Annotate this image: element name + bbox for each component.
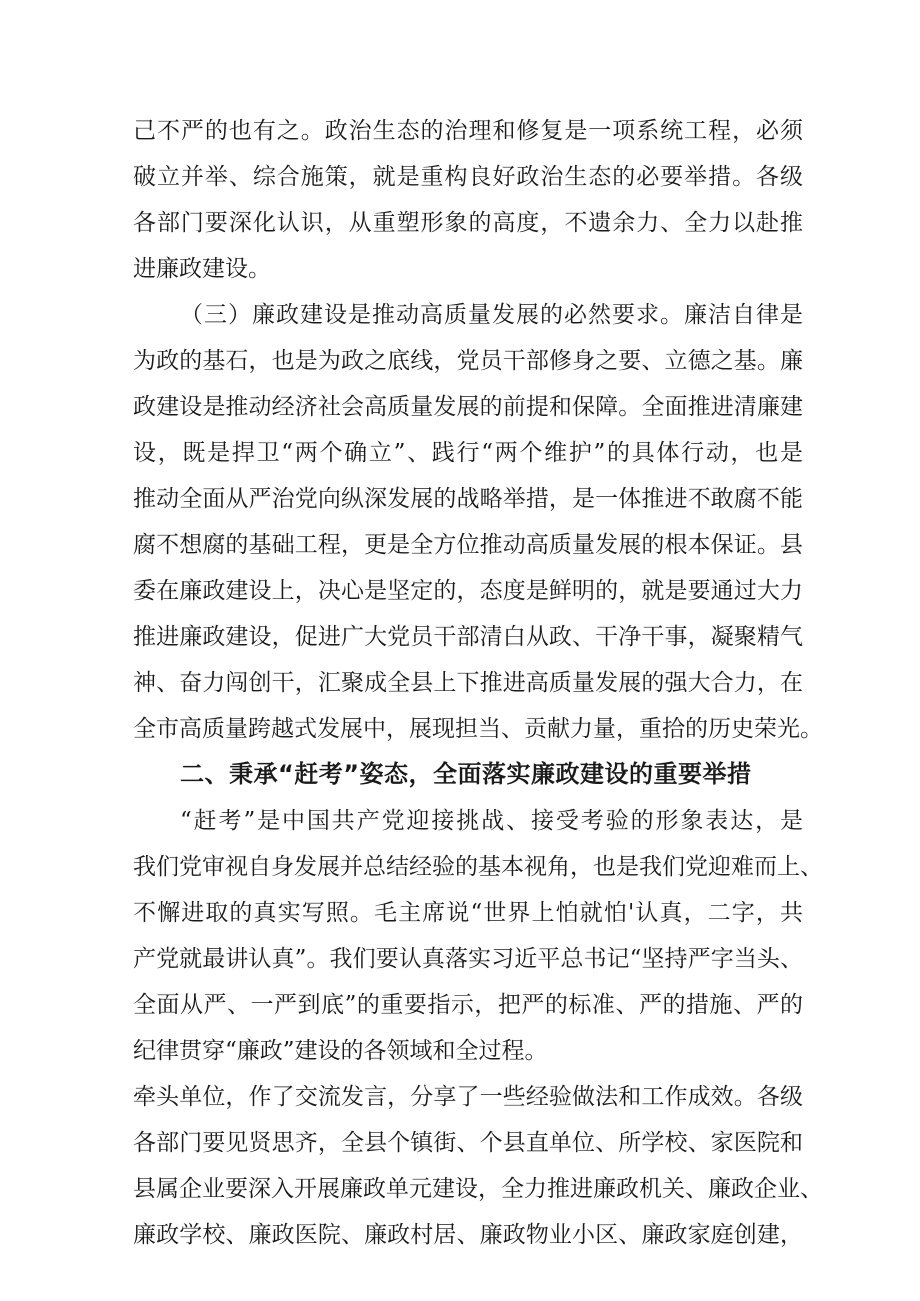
text-line: 不懈进取的真实写照。毛主席说“世界上怕就怕'认真，二字，共 — [133, 900, 803, 926]
text-line: 委在廉政建设上，决心是坚定的，态度是鲜明的，就是要通过大力 — [133, 578, 803, 604]
text-line: 破立并举、综合施策，就是重构良好政治生态的必要举措。各级 — [133, 164, 803, 190]
text-line: 我们党审视自身发展并总结经验的基本视角，也是我们党迎难而上、 — [133, 854, 823, 880]
text-line: 神、奋力闯创干，汇聚成全县上下推进高质量发展的强大合力，在 — [133, 670, 803, 696]
text-line: 政建设是推动经济社会高质量发展的前提和保障。全面推进清廉建 — [133, 394, 803, 420]
text-line: （三）廉政建设是推动高质量发展的必然要求。廉洁自律是 — [180, 302, 803, 328]
text-line: 设，既是捍卫“两个确立”、践行“两个维护”的具体行动，也是 — [133, 440, 803, 466]
text-line: 腐不想腐的基础工程，更是全方位推动高质量发展的根本保证。县 — [133, 532, 803, 558]
text-line: 全市高质量跨越式发展中，展现担当、贡献力量，重拾的历史荣光。 — [133, 716, 823, 742]
text-line: “赶考”是中国共产党迎接挑战、接受考验的形象表达，是 — [180, 808, 803, 834]
text-line: 己不严的也有之。政治生态的治理和修复是一项系统工程，必须 — [133, 118, 803, 144]
text-line: 牵头单位，作了交流发言，分享了一些经验做法和工作成效。各级 — [133, 1084, 803, 1110]
section-heading: 二、秉承“赶考”姿态，全面落实廉政建设的重要举措 — [180, 760, 752, 788]
text-line: 进廉政建设。 — [133, 256, 271, 282]
text-line: 为政的基石，也是为政之底线，党员干部修身之要、立德之基。廉 — [133, 348, 803, 374]
text-line: 产党就最讲认真”。我们要认真落实习近平总书记“坚持严字当头、 — [133, 946, 803, 972]
text-line: 县属企业要深入开展廉政单元建设，全力推进廉政机关、廉政企业、 — [133, 1176, 823, 1202]
text-line: 推动全面从严治党向纵深发展的战略举措，是一体推进不敢腐不能 — [133, 486, 803, 512]
text-line: 各部门要深化认识，从重塑形象的高度，不遗余力、全力以赴推 — [133, 210, 803, 236]
text-line: 纪律贯穿“廉政”建设的各领域和全过程。 — [133, 1038, 548, 1064]
text-line: 各部门要见贤思齐，全县个镇街、个县直单位、所学校、家医院和 — [133, 1130, 803, 1156]
text-line: 推进廉政建设，促进广大党员干部清白从政、干净干事，凝聚精气 — [133, 624, 803, 650]
text-line: 全面从严、一严到底”的重要指示，把严的标准、严的措施、严的 — [133, 992, 803, 1018]
text-line: 廉政学校、廉政医院、廉政村居、廉政物业小区、廉政家庭创建， — [133, 1222, 803, 1248]
